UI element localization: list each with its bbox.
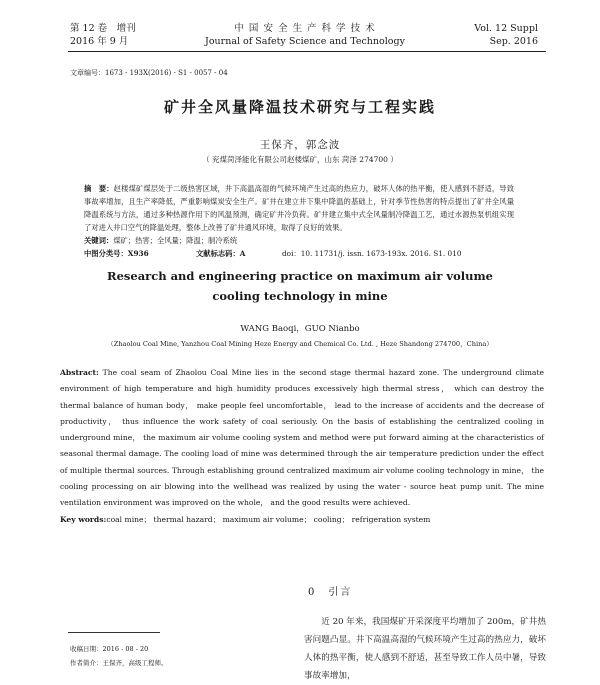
footnote — [70, 642, 168, 670]
volume-cn: 第 12 卷 增刊 — [70, 23, 136, 34]
keywords-cn-text: 煤矿；热害；全风量；降温；制冷系统 — [113, 236, 238, 245]
header-center — [180, 22, 430, 48]
keywords-cn-label: 关键词： — [84, 236, 114, 245]
doi: doi：10. 11731/j. issn. 1673-193x. 2016. S1. 010 — [282, 249, 462, 258]
date-en: Sep. 2016 — [489, 36, 538, 47]
abstract-en-text: The coal seam of Zhaolou Coal Mine lies in the second stage thermal hazard zone. The underground climate environment of high temperature and high humidity produces excessively high thermal stress， which can destroy the thermal balance of human body， make people feel uncomfortable， lead to the increase of accidents and the decrease of productivity， thus influence the work safety of coal seriously. On the basis of establishing the centralized cooling in underground mine， the maximum air volume cooling system and method were put forward aiming at the characteristics of seasonal thermal damage. The cooling load of mine was determined through the air temperature prediction under the effect of multiple thermal sources. Through establishing ground centralized maximum air volume cooling technology in mine， the cooling processing on air blowing into the wellhead was realized by using the water - source heat pump unit. The mine ventilation environment was improved on the whole， and the good results were achieved. — [60, 368, 544, 508]
keywords-cn — [84, 234, 514, 247]
abstract-cn-label: 摘 要： — [84, 184, 114, 193]
authors-cn: 王保齐，郭念波 — [259, 139, 341, 151]
keywords-en-text: coal mine； thermal hazard； maximum air volume； cooling； refrigeration system — [106, 514, 431, 524]
volume-en: Vol. 12 Suppl — [474, 23, 538, 34]
title-en-line1: Research and engineering practice on maximum air volume — [107, 269, 493, 283]
intro-paragraph: 近 20 年来，我国煤矿开采深度平均增加了 200m，矿井热害问题凸显。井下高温高湿的气候环境产生过高的热应力，破坏人体的热平衡，使人感到不舒适，甚至导致工作人员中暑，导致事故率增加， — [304, 617, 546, 681]
affiliation-cn: （ 兖煤菏泽能化有限公司赵楼煤矿，山东 菏泽 274700 ） — [202, 155, 398, 164]
keywords-en — [60, 512, 544, 528]
journal-title-en: Journal of Safety Science and Technology — [205, 36, 405, 47]
journal-title-cn: 中 国 安 全 生 产 科 学 技 术 — [234, 23, 376, 34]
abstract-cn-block — [84, 182, 514, 260]
abstract-cn — [84, 182, 514, 234]
intro-column — [304, 613, 546, 685]
article-number: 文章编号：1673 - 193X(2016) - S1 - 0057 - 04 — [70, 69, 228, 77]
date-cn: 2016 年 9 月 — [70, 36, 129, 47]
clc-number: 中图分类号：X936 — [84, 249, 149, 258]
received-date: 收稿日期：2016 - 08 - 20 — [70, 645, 149, 653]
header-right — [474, 22, 538, 48]
abstract-en — [60, 365, 544, 512]
abstract-cn-text: 赵楼煤矿煤层处于二级热害区域，井下高温高湿的气候环境产生过高的热应力，破坏人体的热平衡，使人感到不舒适，导致事故率增加，且生产率降低，严重影响煤炭安全生产。矿井在建立井下集中降温的基础上，针对季节性热害的特点提出了矿井全风量降温系统与方法，通过多种热源作用下的风温预测，确定矿井冷负荷。矿井建立集中式全风量制冷降温工艺，通过水源热泵机组实现了对进入井口空气的降温处理，整体上改善了矿井通风环境，取得了良好的效果。 — [84, 184, 515, 232]
header-left — [70, 22, 136, 48]
title-en — [60, 266, 540, 306]
affiliation-en: （Zhaolou Coal Mine, Yanzhou Coal Mining Heze Energy and Chemical Co. Ltd. , Heze Shandong 274700，China） — [107, 340, 493, 348]
section-title-intro: 0 引言 — [308, 587, 353, 598]
header-rule — [68, 51, 546, 52]
doc-code: 文献标志码：A — [196, 249, 246, 258]
abstract-en-block — [60, 365, 544, 528]
footnote-rule — [68, 632, 160, 633]
author-bio: 作者简介：王保齐，高级工程师。 — [70, 659, 168, 667]
title-cn: 矿井全风量降温技术研究与工程实践 — [163, 98, 436, 116]
keywords-en-label: Key words: — [60, 514, 107, 524]
classification-line — [84, 247, 514, 260]
title-en-line2: cooling technology in mine — [212, 289, 388, 303]
authors-en: WANG Baoqi，GUO Nianbo — [240, 324, 360, 334]
abstract-en-label: Abstract: — [60, 368, 99, 377]
